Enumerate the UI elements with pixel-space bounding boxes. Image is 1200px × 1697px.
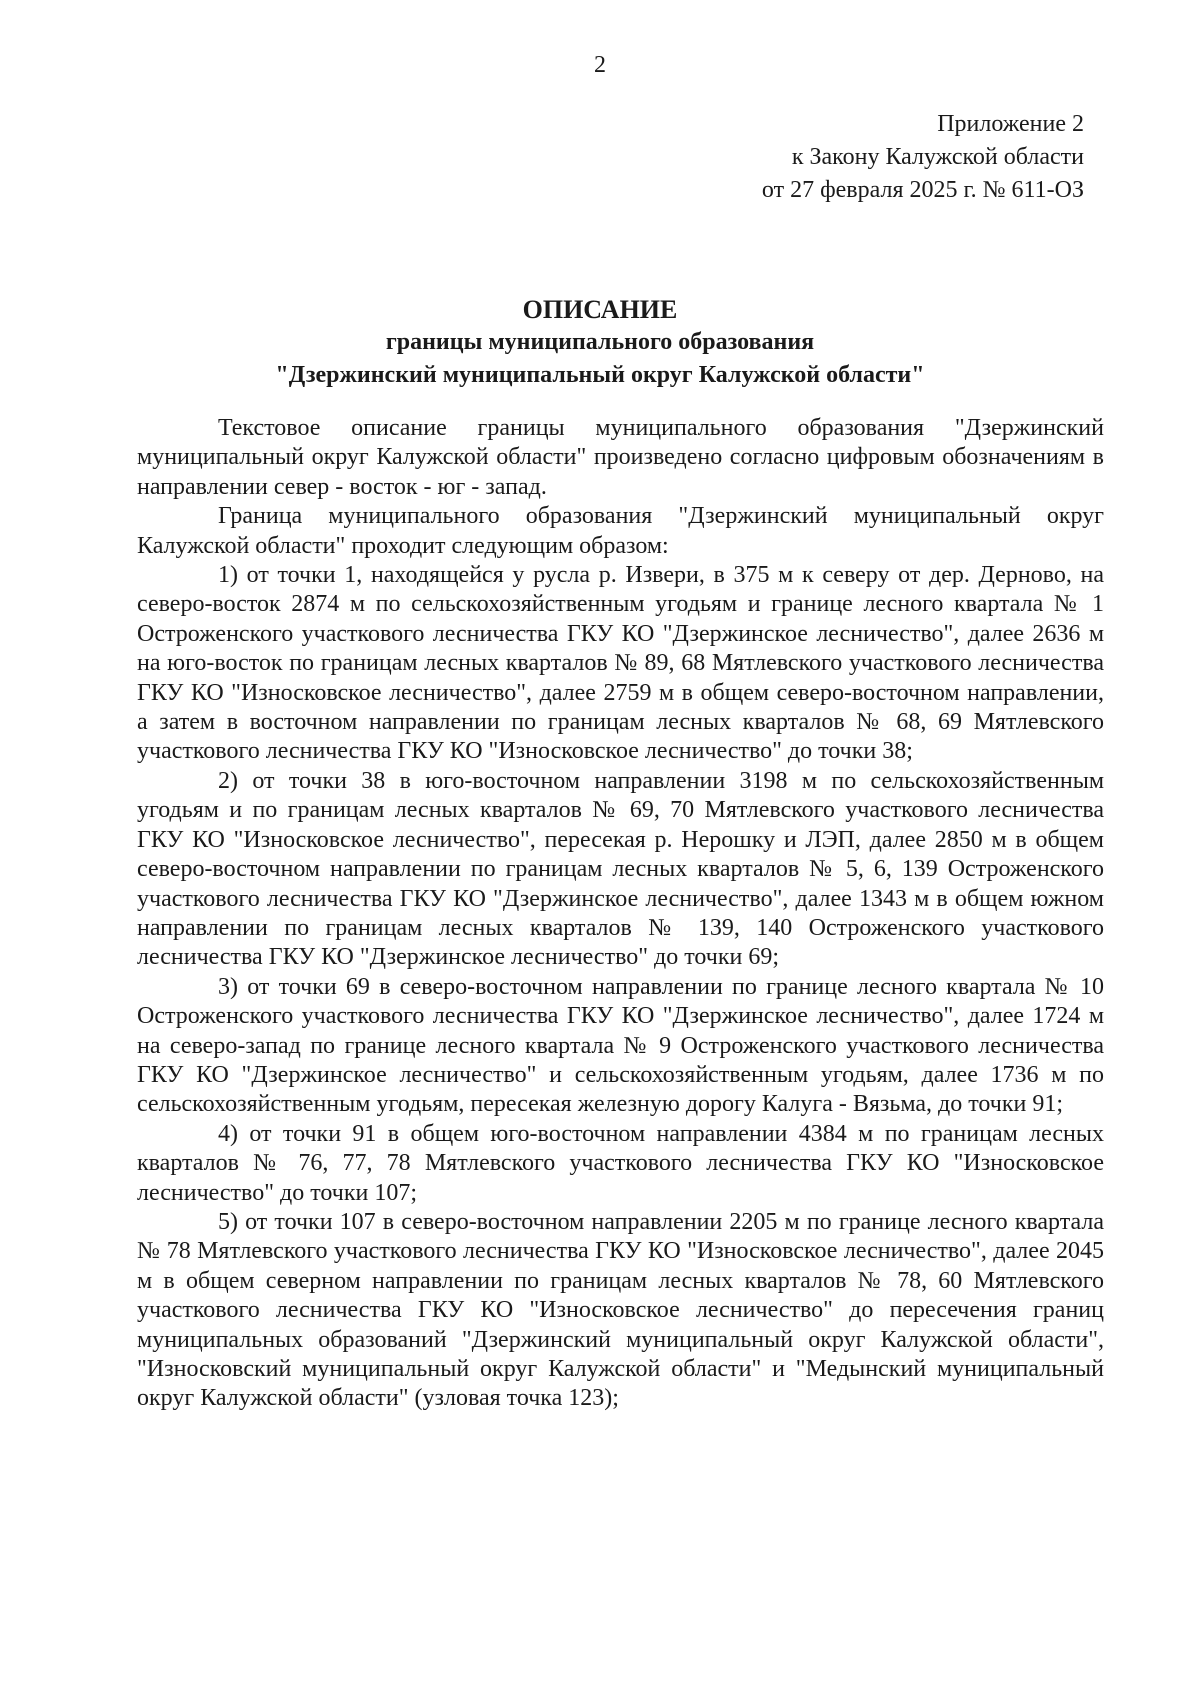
paragraph-item-1: 1) от точки 1, находящейся у русла р. Извери, в 375 м к северу от дер. Дерново, на северо-восток 2874 м по сельскохозяйственным угодьям и границе лесного квартала № 1 Остроженского участкового лесничества ГКУ КО "Дзержинское лесничество", далее 2636 м на юго-восток по границам лесных кварталов № 89, 68 Мятлевского участкового лесничества ГКУ КО "Износковское лесничество", далее 2759 м в общем северо-восточном направлении, а затем в восточном направлении по границам лесных кварталов № 68, 69 Мятлевского участкового лесничества ГКУ КО "Износковское лесничество" до точки 38;: [137, 562, 1104, 765]
appendix-line-date: от 27 февраля 2025 г. № 611-ОЗ: [761, 177, 1084, 203]
paragraph-item-5: 5) от точки 107 в северо-восточном направлении 2205 м по границе лесного квартала № 78 Мятлевского участкового лесничества ГКУ КО "Износковское лесничество", далее 2045 м в общем северном направлении по границам лесных кварталов № 78, 60 Мятлевского участкового лесничества ГКУ КО "Износковское лесничество" до пересечения границ муниципальных образований "Дзержинский муниципальный округ Калужской области", "Износковский муниципальный округ Калужской области" и "Медынский муниципальный округ Калужской области" (узловая точка 123);: [137, 1208, 1104, 1412]
paragraph-item-4: 4) от точки 91 в общем юго-восточном направлении 4384 м по границам лесных кварталов № 76, 77, 78 Мятлевского участкового лесничества ГКУ КО "Износковское лесничество" до точки 107;: [137, 1120, 1104, 1206]
appendix-header: [762, 108, 1084, 207]
page-number: 2: [594, 52, 606, 78]
title-heading: ОПИСАНИЕ: [522, 295, 678, 324]
appendix-line-number: Приложение 2: [937, 111, 1084, 137]
paragraph-boundary-start: Граница муниципального образования "Дзержинский муниципальный округ Калужской области" проходит следующим образом:: [137, 503, 1104, 559]
document-title: [0, 293, 1200, 392]
document-body: [137, 414, 1104, 1414]
title-municipality: "Дзержинский муниципальный округ Калужской области": [275, 362, 925, 388]
paragraph-item-3: 3) от точки 69 в северо-восточном направлении по границе лесного квартала № 10 Остроженского участкового лесничества ГКУ КО "Дзержинское лесничество", далее 1724 м на северо-запад по границе лесного квартала № 9 Остроженского участкового лесничества ГКУ КО "Дзержинское лесничество" и сельскохозяйственным угодьям, далее 1736 м по сельскохозяйственным угодьям, пересекая железную дорогу Калуга - Вязьма, до точки 91;: [137, 973, 1104, 1118]
appendix-line-law: к Закону Калужской области: [791, 144, 1084, 170]
paragraph-item-2: 2) от точки 38 в юго-восточном направлении 3198 м по сельскохозяйственным угодьям и по границам лесных кварталов № 69, 70 Мятлевского участкового лесничества ГКУ КО "Износковское лесничество", пересекая р. Нерошку и ЛЭП, далее 2850 м в общем северо-восточном направлении по границам лесных кварталов № 5, 6, 139 Остроженского участкового лесничества ГКУ КО "Дзержинское лесничество", далее 1343 м в общем южном направлении по границам лесных кварталов № 139, 140 Остроженского участкового лесничества ГКУ КО "Дзержинское лесничество" до точки 69;: [137, 767, 1104, 971]
title-subheading: границы муниципального образования: [385, 329, 815, 355]
paragraph-intro: Текстовое описание границы муниципального образования "Дзержинский муниципальный округ Калужской области" произведено согласно цифровым обозначениям в направлении север - восток - юг - запад.: [137, 415, 1104, 500]
